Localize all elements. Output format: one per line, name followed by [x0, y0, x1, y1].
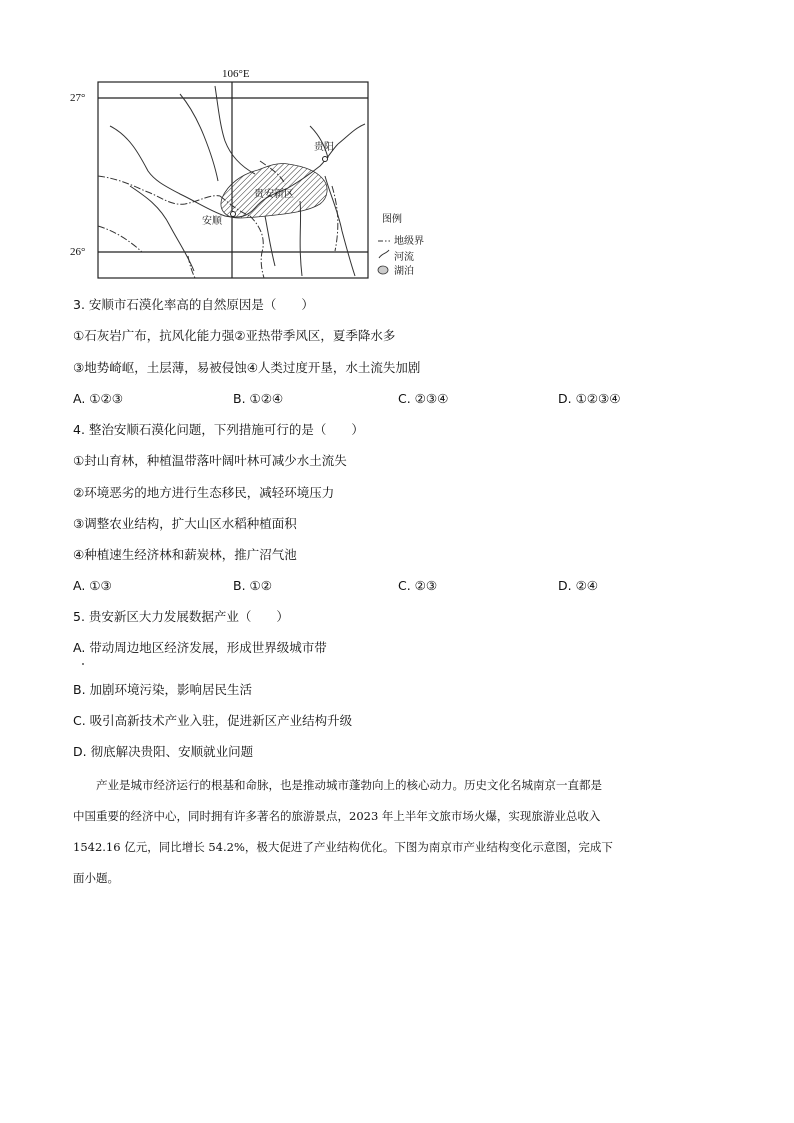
- legend-river-label: 河流: [394, 252, 414, 263]
- latitude-27-label: 27°: [70, 92, 86, 104]
- question-3-option-c[interactable]: C. ②③④: [398, 391, 449, 406]
- passage-line: 面小题。: [73, 871, 119, 885]
- question-5-option-a[interactable]: A. 带动周边地区经济发展，形成世界级城市带: [73, 640, 327, 655]
- question-3-statement: ①石灰岩广布，抗风化能力强②亚热带季风区，夏季降水多: [73, 328, 396, 343]
- question-4-option-a[interactable]: A. ①③: [73, 578, 112, 593]
- question-4-statement: ④种植速生经济林和薪炭林，推广沼气池: [73, 547, 297, 562]
- map-drawing: [70, 66, 450, 282]
- question-4-option-c[interactable]: C. ②③: [398, 578, 438, 593]
- question-3-option-d[interactable]: D. ①②③④: [558, 391, 621, 406]
- stray-mark: [82, 663, 84, 665]
- question-4-statement: ②环境恶劣的地方进行生态移民，减轻环境压力: [73, 485, 335, 500]
- anshun-marker: [231, 212, 236, 217]
- legend-title: 图例: [382, 214, 402, 225]
- question-5-option-c[interactable]: C. 吸引高新技术产业入驻，促进新区产业结构升级: [73, 713, 353, 728]
- legend-river-symbol: [379, 250, 389, 258]
- legend-boundary-label: 地级界: [394, 236, 424, 247]
- question-5-stem: 5. 贵安新区大力发展数据产业（ ）: [73, 609, 289, 624]
- question-5-option-b[interactable]: B. 加剧环境污染，影响居民生活: [73, 682, 253, 697]
- question-4-statement: ③调整农业结构，扩大山区水稻种植面积: [73, 516, 297, 531]
- legend-lake-symbol: [378, 266, 388, 274]
- guiyang-marker: [323, 157, 328, 162]
- map-figure: [70, 66, 450, 282]
- question-4-stem: 4. 整治安顺石漠化问题，下列措施可行的是（ ）: [73, 422, 364, 437]
- city-guiyang-label: 贵阳: [314, 142, 334, 153]
- question-3-option-a[interactable]: A. ①②③: [73, 391, 123, 406]
- question-4-option-d[interactable]: D. ②④: [558, 578, 598, 593]
- question-4-statement: ①封山育林，种植温带落叶阔叶林可减少水土流失: [73, 453, 347, 468]
- passage-line: 产业是城市经济运行的根基和命脉，也是推动城市蓬勃向上的核心动力。历史文化名城南京一直都是: [73, 778, 602, 792]
- question-3-option-b[interactable]: B. ①②④: [233, 391, 284, 406]
- passage-line: 1542.16 亿元，同比增长 54.2%，极大促进了产业结构优化。下图为南京市产业结构变化示意图，完成下: [73, 840, 613, 854]
- longitude-label: 106°E: [222, 68, 250, 80]
- city-anshun-label: 安顺: [202, 216, 222, 227]
- passage-line: 中国重要的经济中心，同时拥有许多著名的旅游景点，2023 年上半年文旅市场火爆，实现旅游业总收入: [73, 809, 601, 823]
- latitude-26-label: 26°: [70, 246, 86, 258]
- question-3-stem: 3. 安顺市石漠化率高的自然原因是（ ）: [73, 297, 314, 312]
- region-guian-label: 贵安新区: [254, 189, 294, 200]
- legend-lake-label: 湖泊: [394, 266, 414, 277]
- question-5-option-d[interactable]: D. 彻底解决贵阳、安顺就业问题: [73, 744, 254, 759]
- question-3-statement: ③地势崎岖，土层薄，易被侵蚀④人类过度开垦，水土流失加剧: [73, 360, 421, 375]
- question-4-option-b[interactable]: B. ①②: [233, 578, 272, 593]
